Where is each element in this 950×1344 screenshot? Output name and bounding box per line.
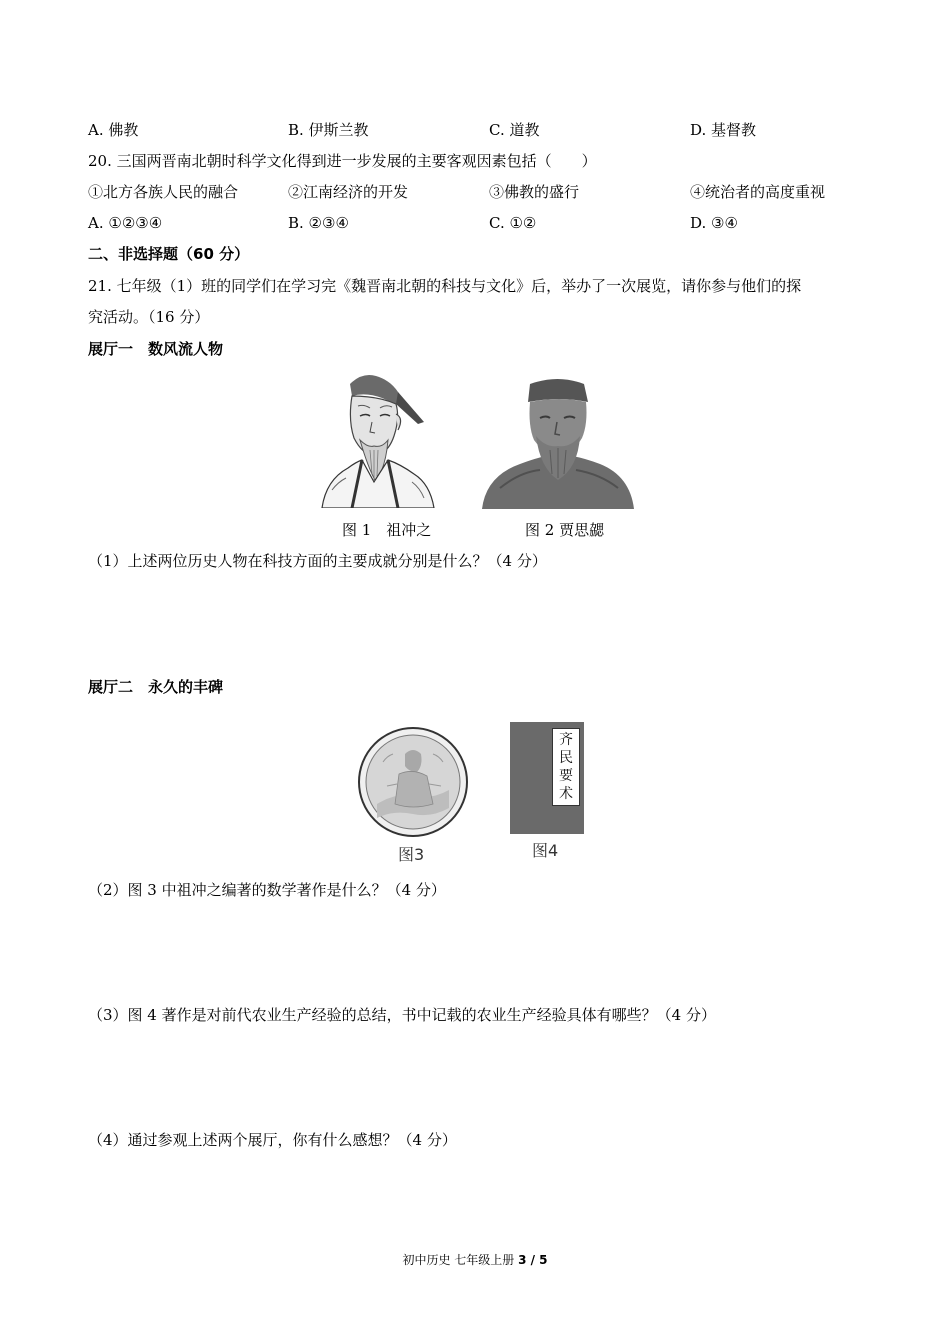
qimin-yaoshu-book-cover	[510, 722, 584, 834]
book-title-char: 术	[559, 786, 573, 802]
fig2-caption: 图 2 贾思勰	[525, 521, 605, 539]
book-title-label	[552, 728, 580, 806]
zu-chongzhi-portrait-image	[312, 370, 437, 508]
book-title-char: 齐	[559, 732, 573, 748]
q21-stem-line1: 21. 七年级（1）班的同学们在学习完《魏晋南北朝的科技与文化》后，举办了一次展览，请你参与他们的探	[88, 277, 802, 295]
sub-question-3: （3）图 4 著作是对前代农业生产经验的总结，书中记载的农业生产经验具体有哪些？（4 分）	[88, 1006, 716, 1024]
q19-option-b: B. 伊斯兰教	[288, 121, 369, 139]
q20-option-c: C. ①②	[489, 214, 537, 232]
fig1-caption: 图 1 祖冲之	[342, 521, 432, 539]
section2-title: 二、非选择题（60 分）	[88, 245, 250, 263]
book-title-char: 民	[559, 750, 573, 766]
jia-sixie-statue-image	[480, 376, 635, 509]
q19-option-c: C. 道教	[489, 121, 540, 139]
fig3-caption: 图3	[398, 845, 425, 864]
q20-item-1: ①北方各族人民的融合	[88, 183, 239, 201]
hall2-title: 展厅二 永久的丰碑	[88, 678, 224, 696]
q19-option-d: D. 基督教	[690, 121, 757, 139]
q20-option-a: A. ①②③④	[88, 214, 163, 232]
fig4-caption: 图4	[532, 841, 559, 860]
q20-stem: 20. 三国两晋南北朝时科学文化得到进一步发展的主要客观因素包括（ ）	[88, 152, 597, 170]
q20-option-b: B. ②③④	[288, 214, 349, 232]
commemorative-coin-image	[357, 726, 469, 838]
sub-question-2: （2）图 3 中祖冲之编著的数学著作是什么？（4 分）	[88, 881, 446, 899]
hall1-title: 展厅一 数风流人物	[88, 340, 224, 358]
footer-text: 初中历史 七年级上册	[402, 1253, 519, 1267]
sub-question-4: （4）通过参观上述两个展厅，你有什么感想？（4 分）	[88, 1131, 457, 1149]
q20-item-2: ②江南经济的开发	[288, 183, 409, 201]
book-title-char: 要	[559, 768, 573, 784]
q20-item-4: ④统治者的高度重视	[690, 183, 826, 201]
page-footer	[0, 1252, 950, 1268]
page-number: 3 / 5	[518, 1253, 548, 1267]
q19-option-a: A. 佛教	[88, 121, 139, 139]
q20-option-d: D. ③④	[690, 214, 738, 232]
sub-question-1: （1）上述两位历史人物在科技方面的主要成就分别是什么？（4 分）	[88, 552, 547, 570]
q20-item-3: ③佛教的盛行	[489, 183, 580, 201]
q21-stem-line2: 究活动。（16 分）	[88, 308, 210, 326]
